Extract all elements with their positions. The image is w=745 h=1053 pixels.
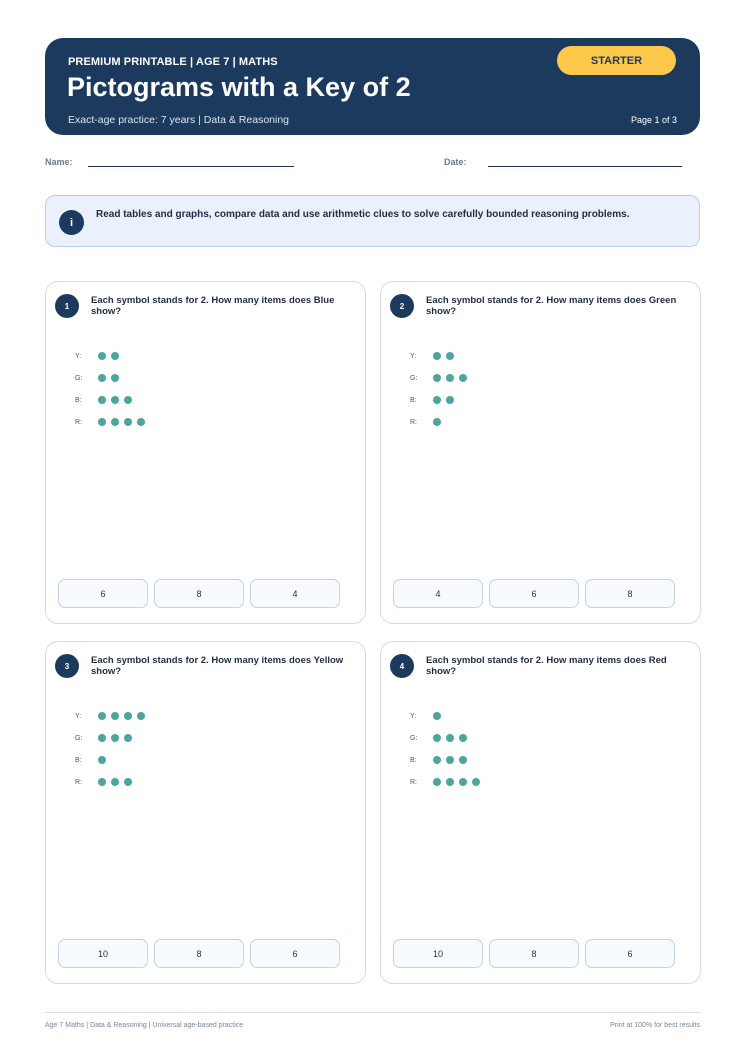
header-kicker: PREMIUM PRINTABLE | AGE 7 | MATHS	[68, 56, 278, 68]
pictogram-row	[410, 710, 446, 722]
pictogram-row	[75, 754, 111, 766]
pictogram-symbol-icon	[446, 734, 454, 742]
pictogram-row-label: Y:	[410, 352, 417, 360]
pictogram-symbol-icon	[124, 396, 132, 404]
pictogram-row	[410, 732, 472, 744]
header-subtitle: Exact-age practice: 7 years | Data & Reasoning	[68, 114, 290, 126]
instructions-panel	[45, 195, 700, 247]
question-text: Each symbol stands for 2. How many items does Red show?	[426, 655, 667, 677]
footer-right-text: Print at 100% for best results	[610, 1022, 700, 1029]
answer-option[interactable]: 6	[250, 939, 340, 968]
pictogram-row-label: B:	[75, 396, 82, 404]
pictogram-symbol-icon	[111, 418, 119, 426]
pictogram-symbol-icon	[98, 734, 106, 742]
pictogram-row-label: R:	[75, 778, 82, 786]
pictogram-symbol-icon	[433, 712, 441, 720]
question-number: 1	[55, 294, 79, 318]
answer-option[interactable]: 4	[393, 579, 483, 608]
pictogram-row	[75, 394, 137, 406]
pictogram-row-label: R:	[75, 418, 82, 426]
pictogram-row-label: B:	[75, 756, 82, 764]
pictogram-row-label: Y:	[410, 712, 417, 720]
page-title: Pictograms with a Key of 2	[67, 72, 411, 102]
pictogram-row	[410, 416, 446, 428]
footer-divider	[45, 1012, 700, 1013]
pictogram-symbol-icon	[111, 734, 119, 742]
pictogram-symbol-icon	[459, 374, 467, 382]
pictogram-symbol-icon	[446, 778, 454, 786]
pictogram-symbol-icon	[124, 734, 132, 742]
pictogram-symbol-icon	[124, 712, 132, 720]
pictogram-row	[75, 372, 124, 384]
name-label: Name:	[45, 157, 73, 167]
pictogram-symbol-icon	[98, 374, 106, 382]
answer-option[interactable]: 6	[489, 579, 579, 608]
question-text: Each symbol stands for 2. How many items does Yellow show?	[91, 655, 344, 677]
answer-option[interactable]: 6	[585, 939, 675, 968]
question-number: 4	[390, 654, 414, 678]
pictogram-row	[75, 776, 137, 788]
level-badge: STARTER	[557, 46, 676, 75]
pictogram-row-label: R:	[410, 418, 417, 426]
answer-option[interactable]: 8	[489, 939, 579, 968]
pictogram-symbol-icon	[111, 396, 119, 404]
pictogram-row-label: G:	[75, 734, 83, 742]
pictogram-symbol-icon	[459, 778, 467, 786]
pictogram-symbol-icon	[137, 712, 145, 720]
pictogram-symbol-icon	[433, 734, 441, 742]
pictogram-symbol-icon	[459, 756, 467, 764]
pictogram-symbol-icon	[111, 352, 119, 360]
page-number: Page 1 of 3	[630, 115, 677, 125]
date-label: Date:	[444, 157, 467, 167]
pictogram-row-label: B:	[410, 756, 417, 764]
pictogram-row	[410, 754, 472, 766]
pictogram-symbol-icon	[446, 396, 454, 404]
info-icon: i	[59, 210, 84, 235]
pictogram-row	[410, 350, 459, 362]
question-card	[380, 641, 701, 984]
pictogram-symbol-icon	[446, 352, 454, 360]
pictogram-row-label: R:	[410, 778, 417, 786]
pictogram-row	[410, 776, 485, 788]
answer-option[interactable]: 10	[58, 939, 148, 968]
pictogram-symbol-icon	[433, 418, 441, 426]
pictogram-symbol-icon	[98, 418, 106, 426]
answer-option[interactable]: 8	[154, 939, 244, 968]
pictogram-symbol-icon	[111, 778, 119, 786]
pictogram-symbol-icon	[446, 374, 454, 382]
question-card	[45, 281, 366, 624]
instructions-text: Read tables and graphs, compare data and use arithmetic clues to solve carefully bounded reasoning problems.	[96, 209, 630, 220]
question-number: 2	[390, 294, 414, 318]
pictogram-symbol-icon	[98, 396, 106, 404]
pictogram-symbol-icon	[433, 778, 441, 786]
pictogram-row-label: Y:	[75, 712, 82, 720]
pictogram-symbol-icon	[433, 756, 441, 764]
question-text: Each symbol stands for 2. How many items does Blue show?	[91, 295, 335, 317]
pictogram-symbol-icon	[98, 712, 106, 720]
answer-option[interactable]: 8	[154, 579, 244, 608]
pictogram-symbol-icon	[472, 778, 480, 786]
question-text: Each symbol stands for 2. How many items does Green show?	[426, 295, 677, 317]
pictogram-symbol-icon	[433, 396, 441, 404]
pictogram-symbol-icon	[98, 778, 106, 786]
name-line[interactable]	[88, 166, 294, 167]
pictogram-row	[75, 732, 137, 744]
pictogram-row-label: G:	[410, 734, 418, 742]
pictogram-symbol-icon	[111, 712, 119, 720]
answer-option[interactable]: 4	[250, 579, 340, 608]
pictogram-row-label: B:	[410, 396, 417, 404]
pictogram-symbol-icon	[98, 352, 106, 360]
pictogram-row-label: G:	[75, 374, 83, 382]
footer-left-text: Age 7 Maths | Data & Reasoning | Universal age-based practice	[45, 1022, 244, 1029]
answer-option[interactable]: 10	[393, 939, 483, 968]
pictogram-row	[75, 710, 150, 722]
question-card	[45, 641, 366, 984]
answer-option[interactable]: 6	[58, 579, 148, 608]
pictogram-symbol-icon	[137, 418, 145, 426]
pictogram-symbol-icon	[111, 374, 119, 382]
pictogram-row	[75, 416, 150, 428]
worksheet-header	[45, 38, 700, 135]
pictogram-row-label: Y:	[75, 352, 82, 360]
pictogram-symbol-icon	[459, 734, 467, 742]
pictogram-symbol-icon	[446, 756, 454, 764]
pictogram-symbol-icon	[124, 418, 132, 426]
question-number: 3	[55, 654, 79, 678]
pictogram-row-label: G:	[410, 374, 418, 382]
pictogram-symbol-icon	[433, 374, 441, 382]
pictogram-symbol-icon	[433, 352, 441, 360]
pictogram-symbol-icon	[98, 756, 106, 764]
pictogram-row	[75, 350, 124, 362]
pictogram-row	[410, 372, 472, 384]
pictogram-row	[410, 394, 459, 406]
date-line[interactable]	[488, 166, 682, 167]
question-card	[380, 281, 701, 624]
answer-option[interactable]: 8	[585, 579, 675, 608]
pictogram-symbol-icon	[124, 778, 132, 786]
